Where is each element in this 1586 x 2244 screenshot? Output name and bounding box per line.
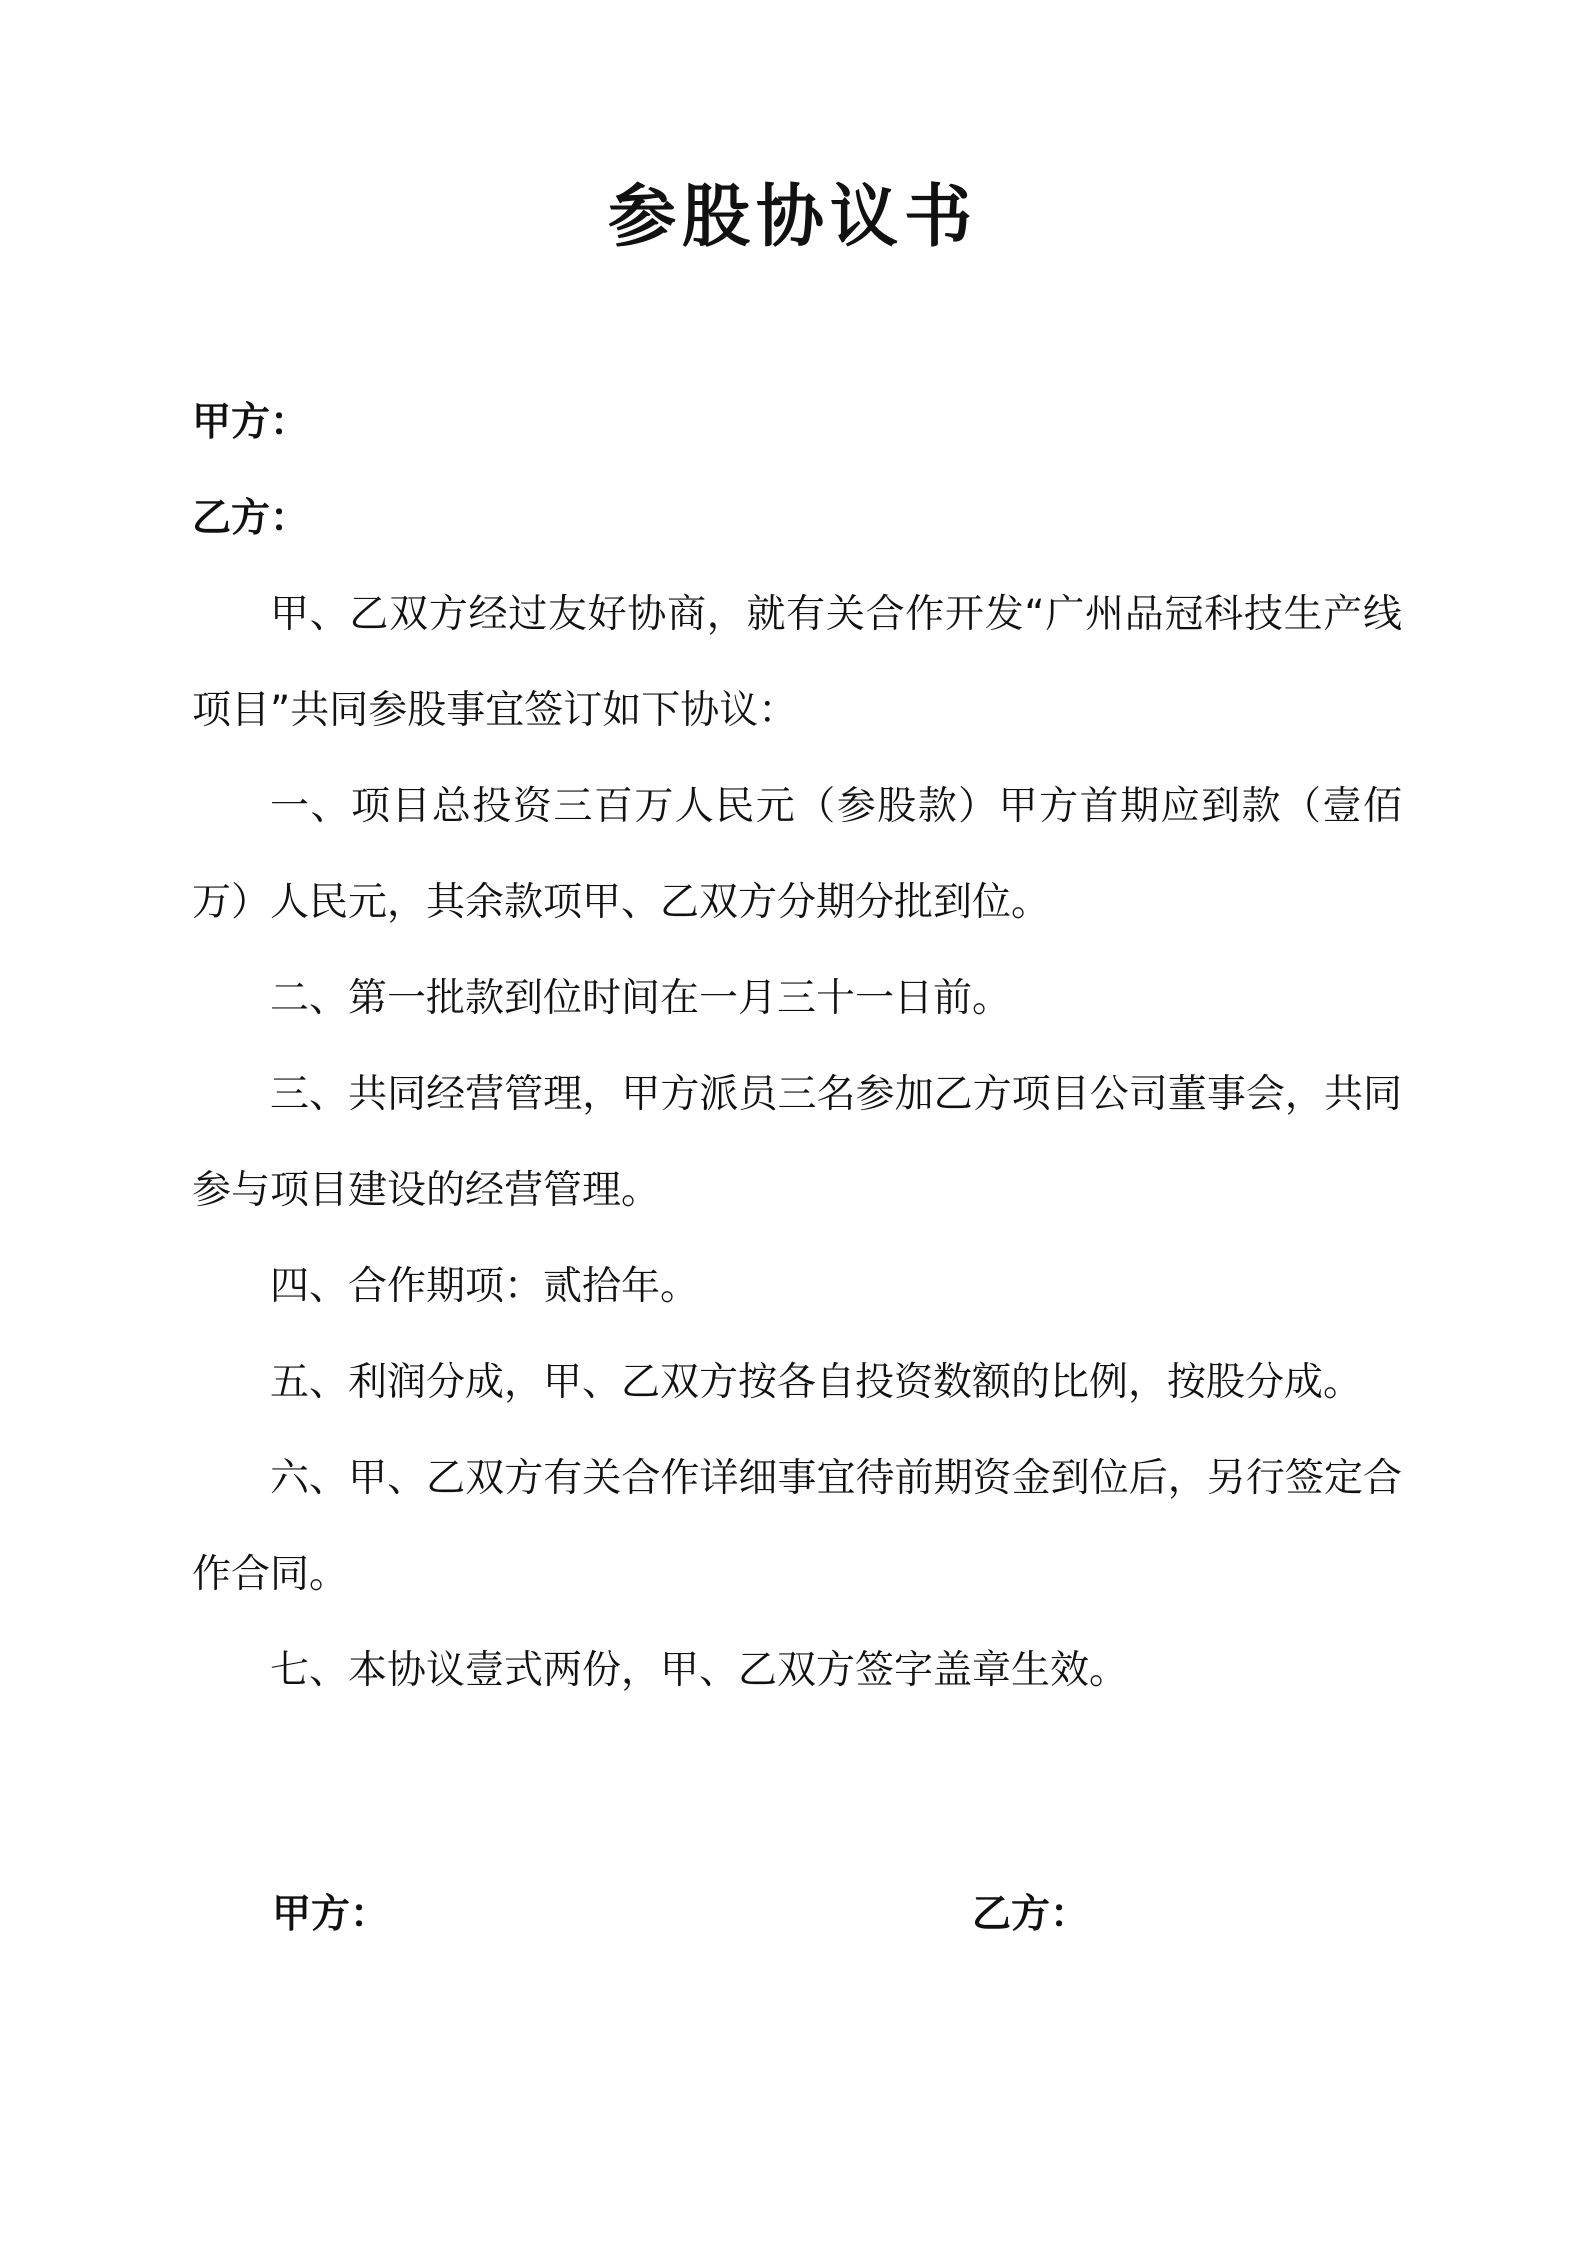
signature-party-a: 甲方： [272, 1892, 390, 1937]
party-b-label: 乙方： [192, 496, 310, 541]
document-title: 参股协议书 [607, 178, 978, 257]
signature-party-b: 乙方： [972, 1892, 1090, 1937]
intro-paragraph: 甲、乙双方经过友好协商，就有关合作开发“广州品冠科技生产线项目”共同参股事宜签订如下协议： [192, 592, 1402, 733]
clause-4: 四、合作期项：贰拾年。 [270, 1264, 700, 1309]
document-body [192, 375, 1402, 1719]
clause-7: 七、本协议壹式两份，甲、乙双方签字盖章生效。 [270, 1648, 1129, 1693]
clause-1: 一、项目总投资三百万人民元（参股款）甲方首期应到款（壹佰万）人民元，其余款项甲、乙双方分期分批到位。 [192, 784, 1402, 925]
clause-6: 六、甲、乙双方有关合作详细事宜待前期资金到位后，另行签定合作合同。 [192, 1456, 1402, 1597]
signature-row [272, 1885, 1372, 1945]
clause-5: 五、利润分成，甲、乙双方按各自投资数额的比例，按股分成。 [270, 1360, 1363, 1405]
clause-3: 三、共同经营管理，甲方派员三名参加乙方项目公司董事会，共同参与项目建设的经营管理。 [192, 1072, 1402, 1213]
clause-2: 二、第一批款到位时间在一月三十一日前。 [270, 976, 1012, 1021]
party-a-label: 甲方： [192, 400, 310, 445]
